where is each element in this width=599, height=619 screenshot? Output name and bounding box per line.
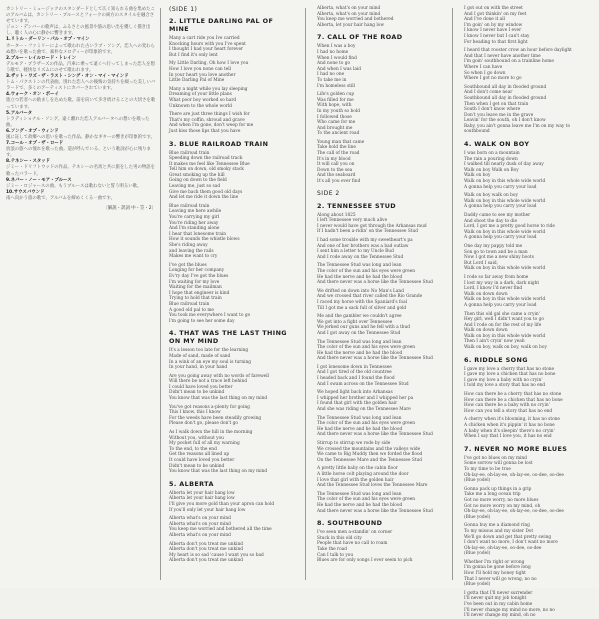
japanese-track-heading: 2.ブルー・レイルロード・トレイン (6, 55, 76, 61)
song-block (169, 480, 295, 564)
column-divider (160, 8, 161, 580)
column-divider (305, 8, 306, 580)
lyric-verse: The Tennessee Stud was long and lean The color of the sun and his eyes were green He had the nerve and he had the blood And there never was a horse like the Tennessee Stud (317, 491, 433, 514)
japanese-paragraph: カントリー・ミュージックのスタンダードとして広く知られる曲を集めたこのアルバムは、カントリー・ブルースとフォークの両方のスタイルを融合させています。 (6, 7, 155, 25)
lyric-verse: Blue railroad train Leaving me here awhile You're carrying my girl You're riding her away And I'm standing alone I hear that lonesome train How it sounds the whistle blows She's riding away and leaving the rails Makes me want to cry (169, 203, 240, 260)
song-block (317, 202, 443, 515)
lyric-verse: The Tennessee Stud was long and lean The color of the sun and his eyes were green He had the nerve and he had the blood And there never was a horse like the Tennessee Stud (317, 263, 433, 286)
song-title: 2. LITTLE DARLING PAL OF MINE (169, 17, 274, 33)
song-block (464, 6, 595, 135)
lyric-verse: I've got no blues on my mind Some sorrow will gonna be lost To my time to be true Oh-lay-ee, oh-lay-ee, oh-lay-ee, oo-dee, oo-dee (Blue yodel) (464, 455, 564, 484)
lyric-verse: Then this old gal she came a cryin' Hey girl, well I didn't want you to go And I rode on for the rest of my life Walk on down down Walk on boy in this whole wide world Then I ain't cryin' now yeah Walk on boy, walk on boy, walk on boy (464, 311, 547, 351)
lyric-verse: You've got reasons a-plenty for going This I know, this I know For the weeds have been steadily growing Please don't go, please don't go (169, 404, 262, 427)
lyric-verse: I was born on a mountain The rain a pouring down I walked till nearly dusk of day away Walk on boy Walk on Boy Walk on boy Walk on boy in this whole wide world A gonna help you carry your load (464, 151, 546, 190)
japanese-credit: 〔解説・訳詞 中・笠・2〕 (103, 206, 156, 211)
song-title: 3. BLUE RAILROAD TRAIN (169, 139, 269, 148)
lyric-verse: It's a lesson too late for the learning Made of sand, made of sand In a wink of an eye my soul is turning In your hand, in your hand (169, 348, 251, 371)
song-title: 4. WALK ON BOY (464, 140, 530, 149)
japanese-track-heading: 8.テネシー・スタッド (6, 159, 51, 165)
japanese-paragraph: トム・パクストンの代表曲。別れた恋人への後悔の気持ちを綴った美しいバラードで、多くのアーティストにカバーされています。 (6, 80, 156, 92)
lyric-verse: Young man that came Take hold the line The call of the road It's in my blood It will call you on Down to the sea And the seaboard It's all you ever find (317, 139, 365, 185)
song-title: 5. ALBERTA (169, 479, 214, 488)
lyric-verse: I rode so far away from home I lost my way in a dark, dark night Lord, I know I'd never find Walk on down down Walk on boy in this whole wide world A gonna help you carry your load (464, 274, 546, 308)
lyric-verse: Alberta what's on your mind Alberta what's on your mind You keep me worried and bothered all the time Alberta what's on your mind (169, 516, 272, 538)
lyric-verse: The Tennessee Stud was long and lean The color of the sun and his eyes were green He had the nerve and he had the blood And there never was a horse like the Tennessee Stud (317, 415, 433, 438)
song-title: 7. NEVER NO MORE BLUES (464, 444, 568, 453)
lyric-verse: The Tennessee Stud was long and lean The color of the sun and his eyes were green He had the nerve and he had the blood And there never was a horse like the Tennessee Stud (317, 339, 433, 362)
japanese-paragraph: ジミー・ドリフトウッドの作品。テネシーの名馬と共に旅をした男の物語を歌ったバラード。 (6, 165, 156, 177)
lyric-verse: Along about 1825 I left Tennessee very much alive I never would have got through the Arkansas mud If I hadn't been a-ridin' on the Tennessee Stud (317, 212, 427, 235)
song-block (464, 140, 595, 351)
lyric-verse: One day my pappy told me Son go to town and be a man Now I got me a new shiny boots But Lord I said, Walk on boy in this whole wide world (464, 243, 546, 272)
lyric-verse: We drifted on down into No Man's Land And we crossed that river called the Rio Grande I raced my horse with the Spaniard's foal Till I got me a sack full of silver and gold (317, 288, 423, 311)
song-block (169, 140, 295, 325)
lyrics-column-2 (311, 0, 447, 588)
side-label: SIDE 2 (317, 189, 340, 197)
japanese-track-heading: 6.ソング・オブ・ウィンド (6, 128, 59, 134)
japanese-paragraph: ジミー・ロジャースの曲。もうブルースは歌わないと誓う明るい歌。 (6, 183, 142, 189)
japanese-track-heading: 1.リトル・ダーリン・パル・オブ・マイン (6, 37, 90, 43)
lyric-verse: I gave my love a cherry that has no stone I gave my love a chicken that has no bone I gave my love a baby with no cryin' I told my love a story that has no end (464, 366, 556, 389)
song-title: 6. RIDDLE SONG (464, 355, 528, 364)
japanese-paragraph: 南へ向かう旅の歌で、アルバムを締めくくる一曲です。 (6, 195, 115, 201)
japanese-track-heading: 9.ネバー・ノー・モア・ブルース (6, 177, 72, 183)
lyric-verse: How can there be a cherry that has no stone How can there be a chicken that has no bone How can there be a baby with no cryin' How can you tell a story that has no end (464, 392, 563, 414)
lyric-verse: Many a cart ride you Ive carried Knocking hours with you I've spent I thought I had your heart forever But I find it's only lent (169, 36, 246, 58)
song-title: 4. THAT WAS THE LAST THING ON MY MIND (169, 329, 287, 346)
lyric-verse: There are just three things I wish for That's my coffin, shroud and grave And when I'm gone, don't weep for me Just kiss those lips that you have (169, 112, 254, 134)
japanese-paragraph: カーター・ファミリーによって歌われた古いラブ・ソング。恋人への変わらぬ想いを歌った曲で、素朴なメロディーが印象的です。 (6, 43, 155, 55)
lyrics-column-1 (163, 0, 299, 588)
song-block (317, 6, 443, 28)
lyric-verse: Gonna buy me a diamond ring To my missus and my sister Dot We'll go down and get that pretty swing I don't want no more, I don't want no more Oh-lay-ee, oh-lay-ee, oo-dee, oo-dee (Blue yodel) (464, 523, 558, 557)
lyric-verse: I heard that rooster crow an hour before daylight And that I never have another time I'm goin' southbound on a trainline home Where I can have So when I go down Where I got no more to go (464, 48, 572, 82)
side-label: (SIDE 1) (169, 6, 198, 13)
song-block (169, 329, 295, 474)
song-title: 2. TENNESSEE STUD (317, 201, 397, 210)
lyric-verse: As I walk down the hill in the morning Without you, without you My pocket full of all my warning To the end, to the end Get the reasons all lined up It could have loved you better Didn't mean to be unkind You know that was the last thing on my mind (169, 430, 268, 475)
lyric-verse: Whether I'm right or wrong I'm gonna be gone before long How I'll hold my honey tight That I never will go wrong, no no (Blue yodel) (464, 559, 537, 588)
lyric-verse: Daddy came to see my mother And shoot the day to die Lord, I got me a pretty good horse to ride Walk on boy in this whole wide world A gonna help you carry your load (464, 213, 555, 241)
lyric-verse: Me and the gambler we couldn't agree We got into a fight over Tennessee We jerked our guns and he fell with a thud And I got away on the Tennessee Stud (317, 314, 411, 336)
lyric-verse: Walk on boy walk on boy Walk on boy in this whole wide world A gonna help you carry your load (464, 193, 546, 210)
japanese-notes (0, 0, 160, 212)
japanese-paragraph: デルモア・ブラザーズの作品。汽車に乗って遠くへ行ってしまった恋人を想う歌で、軽快なリズムにのせて歌われます。 (6, 61, 155, 73)
lyric-verse: Blue railroad train Speeding down the railroad track It makes me feel like Tennessee Blue Tell him on down, old smoky stack Great smoking up the hill Going on down to the field Leaving me, just so sad Give me back them good old days And let me ride it down the line (169, 150, 250, 201)
japanese-track-heading: 3.ザット・ワズ・ザ・ラスト・シング・オン・マイ・マインド (6, 74, 129, 80)
lyric-verse: A cherry when it's blooming, it has no stone A chicken when it's pippin' it has no bone A baby when it's sleepin' there's no cryin' When I say that I love you, it has no end (464, 417, 560, 440)
japanese-paragraph: トラディショナル・ソング。遠く離れた恋人アルバータへの想いを歌った曲。 (6, 116, 150, 128)
lyric-verse: Alberta, what's on your mind Alberta, what's on your mind You keep me worried and bothered Alberta, let your hair hang low (317, 6, 394, 28)
japanese-track-heading: 10.サウスバウンド (6, 189, 45, 195)
japanese-paragraph: 放浪の旅への憧れを歌った曲。道が呼んでいる、という歌詞が心に残ります。 (6, 147, 151, 159)
lyric-verse: A pretty little baby on the cabin floor A little horse colt playing around the door I love that girl with the golden hair And the Tennessee Stud loves the Tennessee Mare (317, 466, 428, 489)
lyric-verse: I gotta that I'll never surrender I'll never quit my job tonight I've been out in my cabin home I'll never change my mind no more, no no I'll never change my mind, oh no (464, 590, 555, 619)
lyric-verse: I've got the blues Longing for her company Ev'ry day I've got the blues I'm waiting for my love Waiting for the mailman I hope that engineer is kind Trying to hold that train Blue railroad train A good old pal to me You took me everywhere I want to go I'm going to see her some day (169, 262, 251, 324)
song-title: 8. SOUTHBOUND (317, 519, 383, 528)
song-block (464, 445, 595, 619)
japanese-notes-column (0, 0, 160, 588)
japanese-track-heading: 7.コール・オブ・ザ・ロード (6, 141, 64, 147)
japanese-track-heading: 5.アルバータ (6, 110, 33, 116)
lyric-verse: Gonna pack up things in a grip Take me a long ocean trip Got no more worry, no more blues Got no more worry on my mind, oh Oh-lay-ee, oh-lay-ee, oh-lay-ee, oo-dee, oo-dee (Blue yodel) (464, 486, 564, 520)
lyric-verse: I had some trouble with my sweetheart's pa And one of her brothers was a bad outlaw I sent him a letter to my Uncle Bud And I rode away on the Tennessee Stud (317, 238, 413, 260)
lyric-verse: Stirrup to stirrup we rode by side We crossed the mountains and the valleys wide We came to Big Muddy then we forded the flood On the Tennessee Mare and the Tennessee Stud (317, 441, 423, 463)
song-block (169, 17, 295, 135)
lyric-verse: Many a night while you lay sleeping Dreaming of your little plans What poor boy worked so hard Unknown to the whole world (169, 86, 248, 109)
column-divider (452, 8, 453, 580)
japanese-paragraph: 風に託して故郷への思いを歌った作品。静かなギターの響きが印象的です。 (6, 134, 155, 140)
lyric-verse: Southbound all day in flooded ground And I don't come near Southbound all day in flooded ground Then when I get on that train South I don't know where Don't you leave me in the grave Leavin' for the south, oh I don't know Baby, you ain't gonna leave me I'm on my way to southbound (464, 84, 571, 135)
lyric-verse: Alberta don't you treat me unkind Alberta don't you treat me unkind My heart is so sad 'cause I want you so bad Alberta don't you treat me unkind (169, 541, 264, 564)
song-title: 7. CALL OF THE ROAD (317, 33, 403, 42)
song-block (317, 519, 443, 564)
song-block (317, 33, 443, 184)
japanese-paragraph: ジョン・デンバーの歌声は、ふるさとの風景や旅の思い出を優しく描き出し、聴く人の心に静かに響きます。 (6, 25, 151, 37)
lyric-verse: I've seen men a-standin' on corner Stuck in this old city People that have no call to roam Take the road Can I talk to you Blues are for only songs I ever seem to pick (317, 530, 413, 564)
japanese-paragraph: 旅立つ若者への励ましを込めた歌。前を向いて歩き続けることの大切さを歌っています。 (6, 98, 156, 110)
lyric-verse: We hoped light back into Arkansas I whipped her brother and I whipped her pa I found that girl with the golden hair And she was riding on the Tennessee Mare (317, 390, 414, 413)
lyric-verse: Are you going away with no words of farewell Will there be not a trace left behind I could have loved you better Didn't mean to be unkind You know that was the last thing on my mind (169, 373, 269, 402)
song-block (464, 356, 595, 440)
lyric-verse: I got lonesome down in Tennessee And I got tired of the old countree I headed back and I found the flood And I swam across on the Tennessee Stud (317, 364, 409, 387)
japanese-track-heading: 4.ウォーク・オン・ボーイ (6, 92, 59, 98)
lyric-verse: My Little Darling, Oh how I love you How I love you none can tell In your heart you love another Little Darling Pal of Mine (169, 61, 249, 84)
lyric-verse: I got out on with the street And I got thinkin' on my feet And I've done it all I'm goin' on by my window I know I never have I ever I know I never but I can't stay For heading to that first light (464, 6, 530, 45)
lyrics-column-3 (458, 0, 599, 619)
lyric-verse: When I was a boy I had no home When I would find And none to go And when I was laid I had no one To take me in I'm homeless still (317, 44, 362, 89)
side-section (317, 190, 443, 197)
lyric-verse: Life's golden cup Was filled for me With hope, with In my youth so bold I followed those Who came for me And brought me To the ancient road (317, 92, 360, 137)
lyric-verse: Alberta let your hair hang low Alberta let your hair hang low I'll give you more gold than your apron can hold If you'll only let your hair hang low (169, 490, 275, 513)
